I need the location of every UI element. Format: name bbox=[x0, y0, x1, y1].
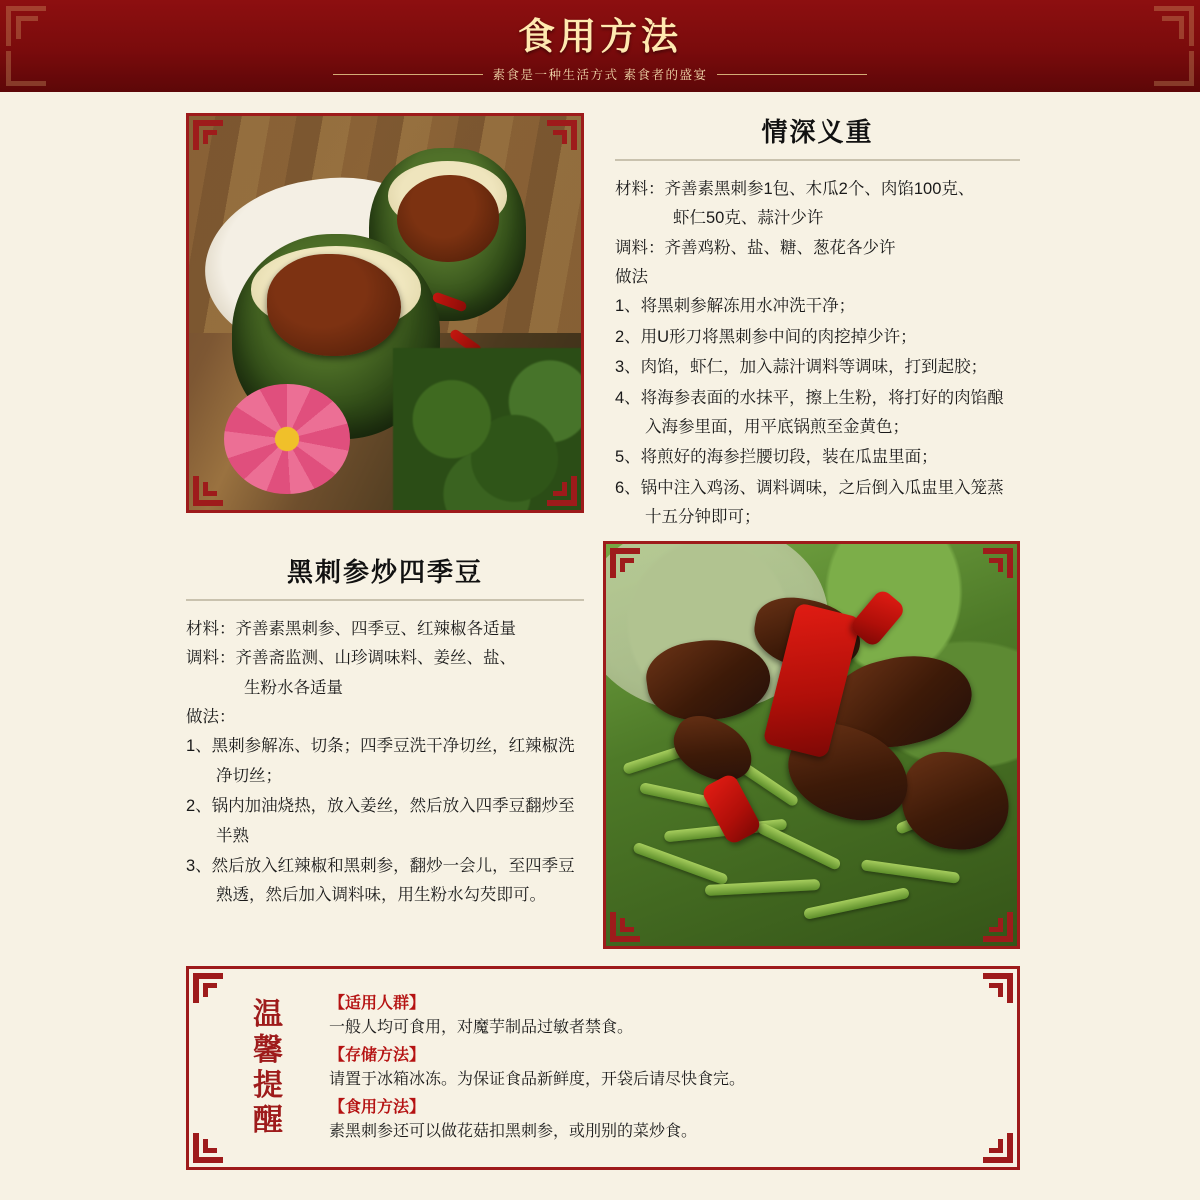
recipe1-step: 5、将煎好的海参拦腰切段，装在瓜盅里面； bbox=[615, 448, 938, 467]
frame-corner-icon bbox=[967, 896, 1013, 942]
tips-body bbox=[307, 989, 977, 1148]
header-subtitle-wrap bbox=[0, 65, 1200, 83]
recipe2-ingredients: 齐善素黑刺参、四季豆、红辣椒各适量 bbox=[235, 620, 516, 638]
page-title: 食用方法 bbox=[518, 15, 682, 58]
recipe1-steps-label: 做法 bbox=[615, 268, 648, 287]
recipe2-step: 1、黑刺参解冻、切条；四季豆洗干净切丝，红辣椒洗净切丝； bbox=[186, 737, 575, 785]
recipe1-ingredients-line2: 虾仁50克、蒜汁少许 bbox=[673, 209, 824, 228]
header-subtitle: 素食是一种生活方式 素食者的盛宴 bbox=[492, 68, 708, 82]
frame-corner-icon bbox=[193, 1117, 239, 1163]
frame-corner-icon bbox=[193, 973, 239, 1019]
frame-corner-icon bbox=[967, 548, 1013, 594]
recipe2-ingredients-label: 材料： bbox=[186, 620, 236, 638]
recipe2-text-block bbox=[186, 552, 584, 912]
recipe1-ingredients-line1: 齐善素黑刺参1包、木瓜2个、肉馅100克、 bbox=[664, 180, 975, 198]
frame-corner-icon bbox=[193, 120, 239, 166]
recipe1-photo-frame bbox=[186, 113, 584, 513]
frame-corner-icon bbox=[531, 460, 577, 506]
recipe2-step: 3、然后放入红辣椒和黑刺参，翻炒一会儿，至四季豆熟透，然后加入调料味，用生粉水勾芡即可。 bbox=[186, 856, 575, 905]
recipe2-steps bbox=[186, 732, 584, 910]
recipe2-seasoning-label: 调料： bbox=[186, 649, 236, 668]
tips-item-text: 素黑刺参还可以做花菇扣黑刺参，或刖别的菜炒食。 bbox=[329, 1122, 698, 1140]
recipe1-ingredients-label: 材料： bbox=[615, 180, 665, 198]
recipe1-photo bbox=[189, 116, 581, 510]
frame-corner-icon bbox=[610, 548, 656, 594]
tips-item-head: 【适用人群】 bbox=[329, 994, 426, 1012]
frame-corner-icon bbox=[967, 973, 1013, 1019]
recipe2-ingredients-wrap bbox=[186, 615, 584, 644]
recipe1-step: 3、肉馅，虾仁，加入蒜汁调料等调味，打到起胶； bbox=[615, 358, 988, 377]
recipe2-title: 黑刺参炒四季豆 bbox=[286, 558, 483, 588]
recipe1-title-rule bbox=[615, 159, 1020, 161]
recipe2-step: 2、锅内加油烧热，放入姜丝，然后放入四季豆翻炒至半熟 bbox=[186, 797, 575, 845]
recipe2-seasoning-line1-wrap bbox=[186, 644, 584, 673]
recipe2-seasoning-line2: 生粉水各适量 bbox=[244, 678, 343, 697]
recipe2-photo bbox=[606, 544, 1017, 946]
tips-vertical-title bbox=[229, 997, 307, 1139]
tips-vertical-char: 提 bbox=[253, 1068, 283, 1103]
tips-item-text: 一般人均可食用，对魔芋制品过敏者禁食。 bbox=[329, 1018, 634, 1036]
recipe2-photo-frame bbox=[603, 541, 1020, 949]
recipe1-seasoning-label: 调料： bbox=[615, 238, 665, 257]
recipe1-text-block bbox=[615, 112, 1020, 533]
recipe1-step: 6、锅中注入鸡汤、调料调味，之后倒入瓜盅里入笼蒸十五分钟即可； bbox=[615, 478, 1004, 526]
tips-item-head: 【食用方法】 bbox=[329, 1098, 426, 1116]
header-rule-left bbox=[333, 74, 483, 75]
recipe1-step: 2、用U形刀将黑刺参中间的肉挖掉少许； bbox=[615, 327, 917, 346]
recipe2-title-rule bbox=[186, 599, 584, 601]
recipe2-steps-label: 做法： bbox=[186, 708, 236, 727]
tips-vertical-char: 馨 bbox=[253, 1032, 283, 1068]
recipe1-ingredients-line1-wrap bbox=[615, 175, 1020, 204]
recipe1-seasoning: 齐善鸡粉、盐、糖、葱花各少许 bbox=[664, 238, 896, 257]
header-rule-right bbox=[717, 74, 867, 75]
recipe1-step: 1、将黑刺参解冻用水冲洗干净； bbox=[615, 297, 856, 316]
frame-corner-icon bbox=[967, 1117, 1013, 1163]
frame-corner-icon bbox=[610, 896, 656, 942]
frame-corner-icon bbox=[531, 120, 577, 166]
tips-item-text: 请置于冰箱冰冻。为保证食品新鲜度，开袋后请尽快食完。 bbox=[329, 1070, 746, 1088]
tips-item-head: 【存储方法】 bbox=[329, 1046, 426, 1064]
recipe1-title: 情深义重 bbox=[761, 118, 874, 148]
recipe1-steps bbox=[615, 292, 1020, 532]
page-header bbox=[0, 0, 1200, 92]
frame-corner-icon bbox=[193, 460, 239, 506]
recipe1-seasoning-wrap bbox=[615, 234, 1020, 263]
tips-box bbox=[186, 966, 1020, 1170]
tips-vertical-char: 温 bbox=[253, 997, 283, 1033]
tips-vertical-char: 醒 bbox=[253, 1103, 283, 1139]
recipe2-seasoning-line1: 齐善斋监测、山珍调味料、姜丝、盐、 bbox=[235, 649, 516, 668]
recipe1-step: 4、将海参表面的水抹平，擦上生粉，将打好的肉馅酿入海参里面，用平底锅煎至金黄色； bbox=[615, 388, 1004, 436]
